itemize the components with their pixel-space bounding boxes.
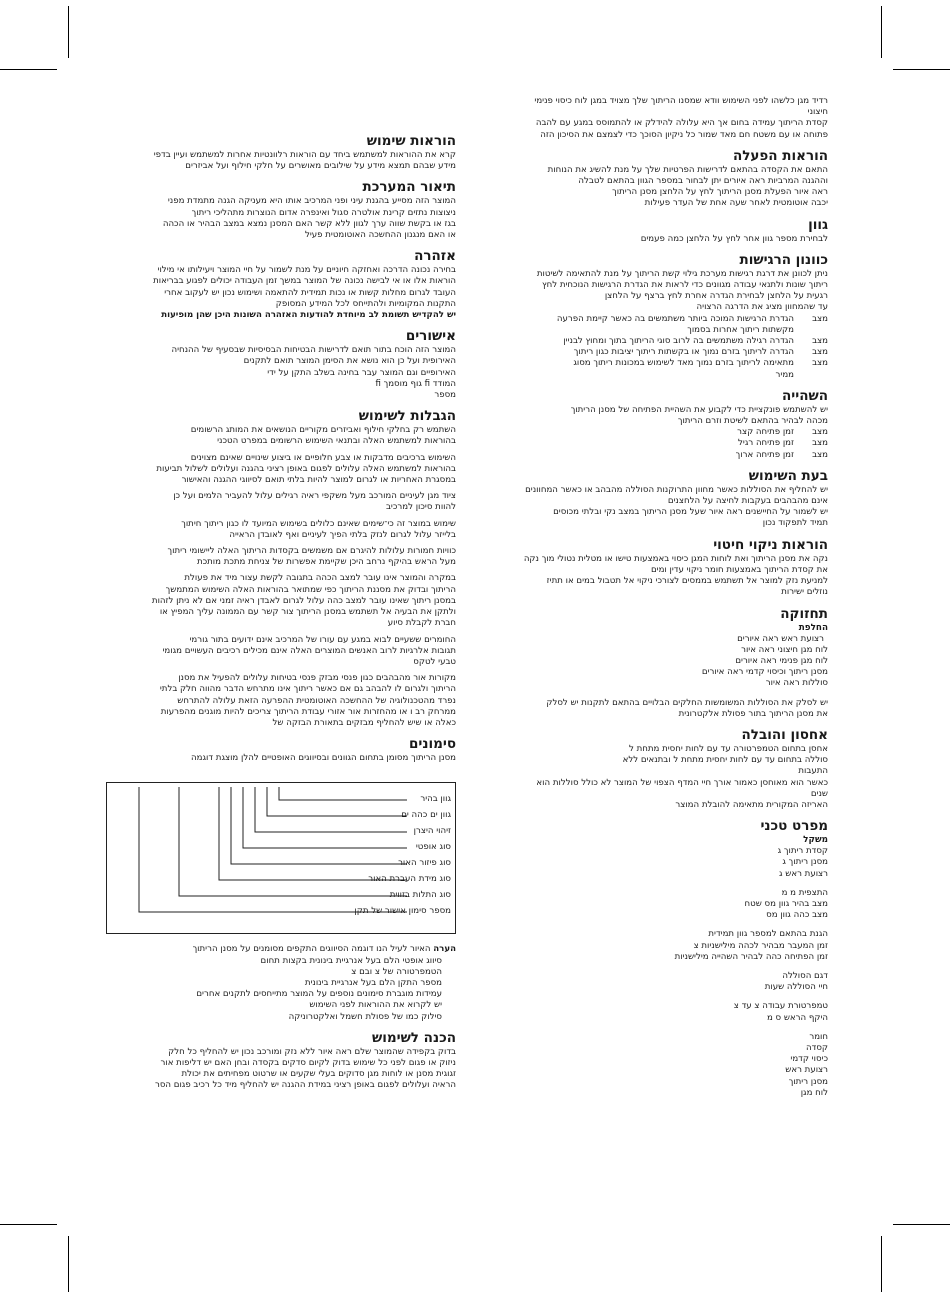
section-text: נקה את מסנן הריתוך ואת לוחות המגן כיסוי באמצעות טישו או מטלית נטולי מוך נקה את קסדת הריתוך באמצעות חומר ניקוי עדין ומים למניעת נזק למוצר אל תשתמש בממסים לצורכי ניקוי אל תטבול במים או תתיז נוזלים ישירות — [523, 553, 828, 598]
section-title: מפרט טכני — [760, 818, 828, 835]
mode-key: מצב — [812, 449, 828, 460]
marking-label: סוג אופטי — [415, 842, 451, 853]
note-line — [106, 944, 456, 955]
limitation-paragraph: שימוש במוצר זה כי־שימים שאינם כלולים בשימוש המיועד לו כגון ריתוך חיתוך בלייזר עלול לגרום לנזק בלתי הפיך לעיניים ואף לאובדן הראייה — [181, 518, 456, 540]
maintenance-line: סוללות ראה איור — [765, 678, 828, 689]
mode-row — [488, 347, 828, 358]
limitation-paragraph: במקרה והמוצר אינו עובר למצב הכהה בתגובה לקשת עצור מיד את פעולת הריתוך ובדוק את מסננת הריתוך כפי שמתואר בהוראות האלה השימוש המתמשך במסנן ריתוך שאינו עובר למצב כהה עלול לגרום לאבדן ראיה זמני אם לא ניתן לזהות ולתקן את הבעיה אל תשתמש במסנן הריתוך צור קשר עם הממונה עליך המפיץ או חברת לקבלת סיוע — [151, 573, 456, 629]
section-title: תיאור המערכת — [362, 179, 456, 196]
spec-block: קסדת ריתוך ג מסנן ריתוך ג רצועת ראש ג — [777, 846, 828, 879]
mode-row — [488, 358, 828, 380]
mode-value: הגדרה רגילה משתמשים בה לרוב סוגי הריתוך בתוך ומחוץ לבניין — [563, 336, 794, 347]
approvals-section — [106, 328, 456, 401]
marking-diagram — [106, 782, 456, 934]
section-title: הוראות שימוש — [366, 133, 456, 149]
section-text: יש להשתמש פונקציית כדי לקבוע את השהיית הפתיחה של מסנן הריתוך מכהה לבהיר בהתאם לשיטת וזרם הריתוך — [570, 404, 828, 427]
intro-section — [488, 96, 828, 141]
section-text: התאם את הקסדה בהתאם לדרישות הפרטיות שלך על מנת להשיג את הנוחות וההגנה המרביות ראה איורים יתן לבחור במספר הגוון בהתאם לטבלה ראה איור הפעלת מסנן הריתוך לחץ על הלחצן מסנן הריתוך יכבה אוטומטית לאחר שעה אחת של העדר פעילות — [547, 164, 828, 209]
sensitivity-section — [488, 252, 828, 381]
mode-key: מצב — [812, 313, 828, 324]
note-text: סיווג אופטי הלם בעל אנרגיית בינונית בקצות תחום הטמפרטורה של צ ובם צ מספר התקן הלם בעל אנרגיית בינונית עמידות מוגברת סימונים נוספים על המוצר מתייחסים לתקנים אחרים יש לקרוא את ההוראות לפני השימוש סילוק כמו של פסולת חשמל ואלקטרוניקה — [196, 955, 442, 1022]
section-subtitle: החלפת — [798, 622, 828, 633]
section-title: כוונון הרגישות — [739, 251, 828, 268]
note-label: הערה — [433, 944, 456, 955]
limitation-paragraph: השימוש ברכיבים מדבקות או צבע חלופיים או ביצוע שינויים שאינם מצוינים בהוראות למשתמש האלה עלולים לפגום באופן רציני בהגנה ועלולים לשלול תביעות במסגרת האחריות או לגרום למוצר להיות בלתי תואם לסיווגי ההגנה והאישור — [156, 452, 456, 486]
limitation-paragraph: החומרים ששעיים לבוא במגע עם עורו של המרכיב אינם ידועים בתור גורמי תגובות אלרגיות לרוב האנשים המוצרים האלה אינם מכילים רכיבים העשויים מגומי טבעי לטקס — [162, 634, 456, 667]
operating-section — [488, 148, 828, 210]
section-title: הוראות ניקוי חיטוי — [713, 536, 828, 553]
mode-row — [488, 427, 828, 438]
section-title: גוון — [808, 216, 828, 233]
marking-label: זיהוי היצרן — [413, 826, 451, 837]
crop-mark — [0, 69, 57, 70]
mode-key: מצב — [812, 427, 828, 438]
section-title: אחסון והובלה — [741, 726, 828, 743]
section-title: תחזוקה — [780, 605, 828, 622]
mode-value: מתאימה לריתוך בזרם נמוך מאד לשימוש במכונות ריתוך מסוג ממיר — [573, 358, 794, 380]
mode-row — [488, 314, 828, 336]
storage-section — [488, 727, 828, 811]
left-column — [106, 128, 456, 1099]
marking-label: סוג התלות בזווית — [389, 890, 451, 901]
marking-label: סוג פיזור האור — [398, 858, 451, 869]
mode-row — [488, 438, 828, 449]
delay-section — [488, 388, 828, 461]
mode-key: מצב — [812, 347, 828, 358]
section-text: יש להחליף את הסוללות כאשר מחוון התרוקנות הסוללה מהבהב או כאשר המחוונים אינם מהבהבים בעקבות לחיצה על הלחצנים יש לשמור על החיישנים ראה איור שעל מסנן הריתוך במצב נקי ובלתי מכוסים תמיד לתפקוד נכון — [525, 484, 828, 529]
cleaning-section — [488, 537, 828, 599]
section-text: ניתן לכוונן את דרגת רגישות מערכת גילוי קשת הריתוך על מנת להתאימה לשיטות ריתוך שונות ולתנאי עבודה מגוונים כדי לראות את הגדרת הרגישות הנוכחית לחץ רגעית על הלחצן לבחירת הגדרה אחרת לחץ ברצף על הלחצן עד שהמחוון מציג את הדרגה הרצויה — [536, 268, 828, 313]
section-title: סימונים — [408, 736, 456, 753]
spec-block: התצפית מ מ מצב בהיר גוון מס שטח מצב כהה גוון מס — [744, 887, 828, 921]
maintenance-line: רצועת ראש ראה איורים — [737, 633, 824, 644]
mode-key: מצב — [812, 438, 828, 449]
section-text: רדיד מגן כלשהו לפני השימוש וודא שמסנו הריתוך שלך מצויד במגן לוח כיסוי פנימי חיצוני קסדת הריתוך עמידה בחום אך היא עלולה להידלק או להתמוסס במגע עם להבה פתוחה או עם משטח חם מאד שמור כל ניקיון הסוכך כדי לצמצם את הסיכון הזה — [534, 96, 828, 140]
section-text: לבחירת מספר גוון אחר לחץ על הלחצן כמה פעמים — [640, 233, 828, 244]
crop-mark — [881, 1236, 882, 1292]
markings-section — [106, 736, 456, 1023]
during-use-section — [488, 468, 828, 530]
section-text: בחירה נכונה הדרכה ואחזקה חיוניים על מנת לשמור על חיי המוצר ויעילותו אי מילוי הוראות אלו או אי לבישה נכונה של המוצר במשך זמן העבודה יכולים לפגוע בבריאות העובד לגרום מחלות קשות או נכות תמידית להתאמה ושימוש נכון יש לעקוב אחרי התקנות המקומיות ולהתייחס לכל המידע המסופק — [153, 265, 456, 309]
section-text: אחסן בתחום הטמפרטורה עד עם לחות יחסית מתחת ל סוללה בתחום עד עם לחות יחסית מתחת ל ובתנאים ללא התעבות כאשר הוא מאוחסן כאמור אורך חיי המדף הצפוי של המוצר לא כולל סוללות הוא שנים האריזה המקורית מתאימה להובלת המוצר — [536, 743, 828, 810]
section-text: קרא את ההוראות למשתמש ביחד עם הוראות רלוונטיות אחרות למשתמש ועיין בדפי מידע שבהם תמצא מידע על שילובים מאושרים על חלקי חילוף ועל אביזרים — [153, 150, 456, 172]
section-title: הוראות הפעלה — [732, 147, 828, 164]
limitations-section — [106, 408, 456, 729]
preparation-section — [106, 1030, 456, 1092]
section-text: המוצר הזה מסייע בהגנת עיני ופני המרכיב אותו היא מעניקה הגנה מתמדת מפני ניצוצות נתזים קרינת אולטרה סגול ואינפרה אדום הנוצרות מתהליכי ריתוך בגז או בקשת שווה ערך לגוון ללא קשר האם המסנן נמצא במצב הבהיר או הכהה או האם מנגנון ההחשכה האוטומטית פעיל — [162, 196, 456, 241]
warning-bold-line: יש להקדיש תשומת לב מיוחדת להודעות האזהרה השונות היכן שהן מופיעות — [161, 310, 456, 321]
crop-mark — [68, 1236, 69, 1292]
mode-row — [488, 336, 828, 347]
marking-label: גוון בהיר — [420, 794, 451, 805]
right-column — [488, 96, 828, 1106]
mode-value: זמן פתיחה ארוך — [735, 449, 794, 460]
limitation-paragraph: כוויות חמורות עלולות להיגרם אם משמשים בקסדות הריתוך האלה ליישומי ריתוך מעל הראש בהיקף נרחב היכן שקיימת אפשרות של צניחת מתכת מותכת — [167, 546, 456, 568]
crop-mark — [68, 6, 69, 58]
section-text: מסנן הריתוך מסומן בתחום הגוונים ובסיווגים האופטיים להלן מוצגת דוגמה — [191, 753, 456, 764]
warning-section — [106, 248, 456, 321]
maintenance-line: לוח מגן פנימי ראה איורים — [735, 655, 828, 666]
section-title: אזהרה — [414, 248, 456, 265]
limitation-paragraph: מקורות אור מהבהבים כגון פנסי מבזק פנסי בטיחות עלולים להפעיל את מסנן הריתוך ולגרום לו להבהב גם אם כאשר ריתוך אינו מתרחש הדבר מהווה חלק בלתי נפרד מהטכנולוגיה של ההחשכה האוטומטית ההפרעה הזאת עלולה להתרחש ממרחק רב ו או מהחזרות אור אזורי עבודת הריתוך צריכים להיות מוגנים מהפרעות כאלה או שיש להחליף מבזקים בתאורת הבזקה של — [159, 673, 456, 728]
crop-mark — [893, 1224, 950, 1225]
spec-block: חומר קסדה כיסוי קדמי רצועת ראש מסנן ריתוך לוח מגן — [785, 1031, 828, 1098]
specs-section — [488, 818, 828, 1099]
mode-key: מצב — [812, 358, 828, 369]
crop-mark — [0, 1224, 57, 1225]
section-title: השהייה — [781, 387, 828, 404]
maintenance-line: מסנן ריתוך וכיסוי קדמי ראה איורים — [701, 667, 828, 678]
mode-value: זמן פתיחה קצר — [737, 427, 794, 438]
system-description-section — [106, 179, 456, 241]
section-title: הכנה לשימוש — [371, 1029, 456, 1046]
section-title: בעת השימוש — [748, 467, 828, 484]
spec-block: טמפרטורת עבודה צ עד צ היקף הראש ס מ — [733, 1001, 828, 1023]
marking-label: מספר סימון אישור של תקן — [354, 906, 451, 917]
section-text: המוצר הזה הוכח בתור תואם לדרישות הבטיחות הבסיסיות שבסעיף של ההנחיה האירופית ועל כן הוא נושא את הסימן המוצר תואם לתקנים האירופיים וגם המוצר עבר בחינה בשלב התקן על ידי המודד fi גוף מוסמך fi מספר — [171, 345, 456, 401]
mode-value: הגדרת הרגישות המוכה ביותר משתמשים בה כאשר קיימת הפרעה מקשתות ריתוך אחרות בסמוך — [556, 313, 794, 335]
crop-mark — [893, 69, 950, 70]
section-title: אישורים — [405, 328, 456, 345]
mode-row — [488, 450, 828, 461]
note-first: האיור לעיל הנו דוגמה הסיווגים התקפים מסומנים על מסנן הריתוך — [192, 944, 431, 955]
marking-label: סוג מידת העברת האור — [368, 874, 451, 885]
section-title: הגבלות לשימוש — [358, 408, 456, 425]
maintenance-section — [488, 606, 828, 720]
usage-instructions-section — [106, 133, 456, 172]
section-subtitle: משקל — [803, 835, 828, 846]
maintenance-line: לוח מגן חיצוני ראה איור — [741, 644, 828, 655]
mode-key: מצב — [812, 336, 828, 347]
crop-mark — [881, 6, 882, 58]
marking-label: גוון ים כהה ים — [401, 810, 451, 821]
section-text: בדוק בקפידה שהמוצר שלם ראה איור ללא נזק ומורכב נכון יש להחליף כל חלק ניזוק או פגום לפני כל שימוש בדוק לקיום סדקים בקסדה ובחן האם יש דליפות אור זגוגית מסנן או לוחות מגן סדוקים בעלי שקעים או שרטוט מפחיתים את יכולת הראיה ועלולים לפגום באופן רציני במידת ההגנה יש להחליף מיד כל רכיב פגום הסר — [154, 1046, 456, 1091]
spec-block: הגנת בהתאם למספר גוון תמידית זמן המעבר מבהיר לכהה מילישניות צ זמן הפתיחה כהה לבהיר השהייה מילישניות — [674, 929, 828, 962]
spec-block: דגם הסוללה חיי הסוללה שעות — [764, 970, 828, 993]
mode-value: זמן פתיחה רגיל — [738, 438, 794, 449]
shade-section — [488, 217, 828, 245]
section-text: יש לסלק את הסוללות המשומשות החלקים הבלויים בהתאם לתקנות יש לסלק את מסנן הריתוך בתור פסולת אלקטרונית — [546, 697, 828, 719]
limitation-paragraph: השתמש רק בחלקי חילוף ואביזרים מקוריים הנושאים את המותג הרשומים בהוראות למשתמש האלה ובתנאי השימוש הרשומים במפרט הטכני — [190, 425, 456, 447]
mode-value: הגדרה לריתוך בזרם נמוך או בקשתות ריתוך יציבות כגון ריתוך — [573, 347, 794, 358]
limitation-paragraph: ציוד מגן לעיניים המורכב מעל משקפי ראיה רגילים עלול להעביר הלמים ועל כן להוות סיכון למרכיב — [173, 491, 456, 513]
